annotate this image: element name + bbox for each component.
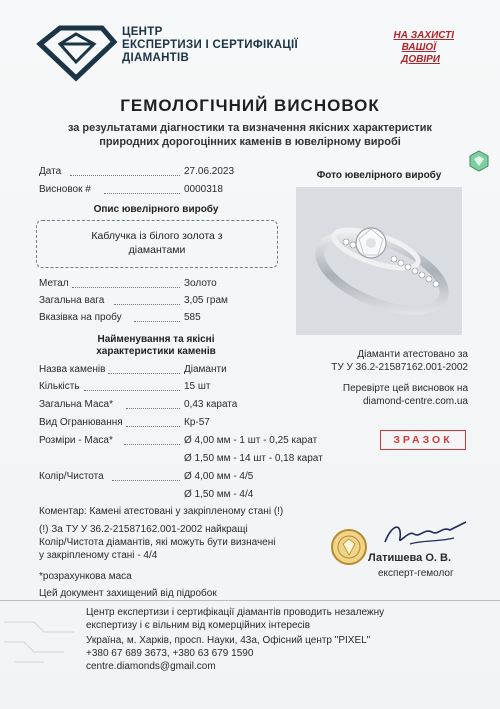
clarity-label: Колір/Чистота [39, 471, 104, 482]
estimated-mass-note: *розрахункова маса [39, 571, 132, 582]
stones-heading [36, 334, 276, 358]
handwritten-signature [380, 516, 470, 552]
weight-value: 3,05 грам [184, 295, 228, 306]
stones-heading-line-2: характеристики каменів [96, 346, 216, 357]
dotted-leader [126, 408, 180, 409]
dotted-leader [114, 304, 180, 305]
hologram-sticker-icon [468, 150, 490, 172]
footer-phones: +380 67 689 3673, +380 63 679 1590 [86, 648, 254, 659]
footer-address: Україна, м. Харків, просп. Науки, 43а, Офісний центр "PIXEL" [86, 635, 371, 646]
sample-stamp: ЗРАЗОК [380, 430, 466, 450]
guarantee-line-2: ВАШОЇ [401, 42, 436, 53]
guarantee-slogan [368, 30, 454, 66]
dotted-leader [134, 321, 180, 322]
footer-email: centre.diamonds@gmail.com [86, 661, 216, 672]
guarantee-line-1: НА ЗАХИСТІ [393, 30, 454, 41]
dotted-leader [84, 390, 180, 391]
dotted-leader [108, 373, 180, 374]
dotted-leader [104, 193, 180, 194]
gold-seal-icon [330, 528, 368, 566]
date-label: Дата [39, 166, 62, 177]
stone-mass-label: Загальна Маса* [39, 399, 113, 410]
footer-line-1: Центр експертизи і сертифікації діамантів проводить незалежну [86, 607, 385, 618]
size-line-2: Ø 1,50 мм - 14 шт - 0,18 карат [184, 453, 323, 464]
stone-count-value: 15 шт [184, 381, 211, 392]
attestation-note [300, 348, 468, 374]
stone-count-label: Кількість [39, 381, 80, 392]
metal-label: Метал [39, 278, 69, 289]
hallmark-value: 585 [184, 312, 201, 323]
footer-independence [86, 606, 426, 632]
stone-mass-value: 0,43 карата [184, 399, 238, 410]
dotted-leader [112, 480, 180, 481]
size-line-1: Ø 4,00 мм - 1 шт - 0,25 карат [184, 435, 318, 446]
stone-name-label: Назва каменів [39, 364, 106, 375]
org-name-line-3: ДІАМАНТІВ [122, 52, 190, 64]
protection-note: Цей документ захищений від підробок [39, 588, 217, 599]
org-name-line-2: ЕКСПЕРТИЗИ І СЕРТИФІКАЦІЇ [122, 39, 299, 51]
attestation-line-2: ТУ У 36.2-21587162.001-2002 [331, 362, 468, 373]
diamond-logo-icon [36, 22, 118, 82]
dotted-leader [70, 175, 180, 176]
footer-divider [0, 600, 500, 601]
guarantee-line-3: ДОВІРИ [401, 54, 440, 65]
verify-website: diamond-centre.com.ua [362, 396, 468, 407]
clarity-line-1: Ø 4,00 мм - 4/5 [184, 471, 254, 482]
verify-line-1: Перевірте цей висновок на [342, 383, 468, 394]
date-value: 27.06.2023 [184, 166, 235, 177]
footer-contacts [86, 634, 446, 673]
dotted-leader [72, 287, 180, 288]
attestation-line-1: Діаманти атестовано за [357, 349, 468, 360]
weight-label: Загальна вага [39, 295, 105, 306]
footnote-line-1: (!) За ТУ У 36.2-21587162.001-2002 найкращі [39, 524, 248, 535]
circuit-pattern-decoration [4, 612, 74, 672]
number-label: Висновок # [39, 184, 91, 195]
comment-text: Коментар: Камені атестовані у закріпленому стані (!) [39, 506, 284, 517]
clarity-line-2: Ø 1,50 мм - 4/4 [184, 489, 254, 500]
ring-photo [296, 187, 462, 335]
footnote [39, 523, 289, 562]
verify-note [300, 382, 468, 408]
hallmark-label: Вказівка на пробу [39, 312, 122, 323]
org-name [122, 26, 298, 65]
stones-heading-line-1: Найменування та якісні [97, 334, 215, 345]
item-description-heading: Опис ювелірного виробу [93, 204, 219, 215]
item-description-text [37, 229, 277, 257]
footnote-line-2: Колір/Чистота діамантів, які можуть бути визначені [39, 537, 276, 548]
document-subtitle [30, 121, 470, 149]
expert-role: експерт-гемолог [378, 568, 454, 579]
dotted-leader [124, 444, 180, 445]
cut-value: Кр-57 [184, 417, 210, 428]
photo-caption: Фото ювелірного виробу [316, 170, 442, 181]
footnote-line-3: у закріпленому стані - 4/4 [39, 550, 158, 561]
item-description-box [36, 220, 278, 268]
item-description-line-1: Каблучка із білого золота з [91, 230, 223, 242]
dotted-leader [126, 426, 180, 427]
sizes-label: Розміри - Маса* [39, 435, 113, 446]
subtitle-line-1: за результатами діагностики та визначення якісних характеристик [67, 122, 433, 134]
stone-name-value: Діаманти [184, 364, 227, 375]
metal-value: Золото [184, 278, 217, 289]
footer-line-2: експертизу і є вільним від комерційних інтересів [86, 620, 311, 631]
org-name-line-1: ЦЕНТР [122, 26, 163, 38]
item-description-line-2: діамантами [128, 244, 186, 256]
subtitle-line-2: природних дорогоцінних каменів в ювелірному виробі [99, 136, 401, 148]
number-value: 0000318 [184, 184, 223, 195]
document-title: ГЕМОЛОГІЧНИЙ ВИСНОВОК [120, 96, 380, 115]
cut-label: Вид Огранювання [39, 417, 123, 428]
expert-name: Латишева О. В. [368, 552, 452, 564]
